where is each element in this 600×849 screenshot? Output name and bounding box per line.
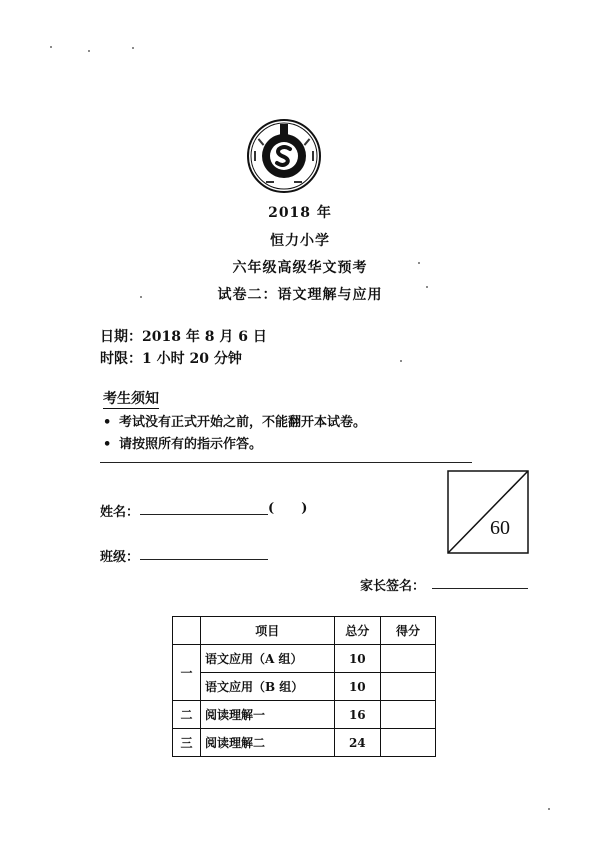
table-header-cell: 得分	[381, 617, 436, 645]
table-header-cell: 总分	[334, 617, 381, 645]
score-cell[interactable]	[381, 645, 436, 673]
score-cell[interactable]	[381, 729, 436, 757]
exam-duration: 时限：1 小时 20 分钟	[100, 351, 242, 367]
parent-signature-field[interactable]	[432, 576, 528, 589]
class-label: 班级：	[100, 550, 140, 565]
table-row	[173, 729, 436, 757]
exam-year: 2018 年	[268, 205, 332, 221]
paper-title: 试卷二：语文理解与应用	[217, 287, 383, 303]
notice-section	[103, 388, 159, 408]
notice-item	[103, 433, 262, 452]
name-label: 姓名：	[100, 505, 140, 520]
score-table	[172, 616, 436, 757]
scan-speck	[548, 808, 550, 810]
table-header-row	[173, 617, 436, 645]
item-name: 阅读理解一	[200, 701, 334, 729]
class-field[interactable]	[140, 547, 268, 560]
scan-speck	[88, 50, 90, 52]
bullet-icon: •	[103, 415, 112, 430]
exam-date: 日期：2018 年 8 月 6 日	[100, 329, 267, 345]
bullet-icon: •	[103, 437, 112, 452]
table-row	[173, 645, 436, 673]
item-name: 语文应用（A 组）	[200, 645, 334, 673]
item-name: 阅读理解二	[200, 729, 334, 757]
notice-item-text: 考试没有正式开始之前，不能翻开本试卷。	[119, 415, 367, 430]
notice-item	[103, 411, 366, 430]
notice-item-text: 请按照所有的指示作答。	[119, 437, 263, 452]
total-cell: 10	[334, 645, 381, 673]
parent-signature-label: 家长签名：	[360, 579, 426, 594]
score-cell[interactable]	[381, 701, 436, 729]
scan-speck	[132, 47, 134, 49]
name-field[interactable]	[140, 502, 268, 515]
section-divider	[100, 462, 472, 463]
section-number: 一	[173, 645, 201, 701]
total-cell: 16	[334, 701, 381, 729]
table-row	[173, 673, 436, 701]
notice-heading: 考生须知	[103, 391, 159, 407]
scan-speck	[418, 262, 420, 264]
section-number: 二	[173, 701, 201, 729]
school-name: 恒力小学	[270, 233, 330, 249]
exam-title: 六年级高级华文预考	[232, 260, 368, 276]
total-cell: 10	[334, 673, 381, 701]
scan-speck	[426, 286, 428, 288]
score-box	[447, 470, 529, 554]
table-header-cell: 项目	[200, 617, 334, 645]
school-logo	[246, 118, 322, 194]
scan-speck	[140, 296, 142, 298]
table-row	[173, 701, 436, 729]
table-header-cell	[173, 617, 201, 645]
score-cell[interactable]	[381, 673, 436, 701]
scan-speck	[400, 360, 402, 362]
item-name: 语文应用（B 组）	[200, 673, 334, 701]
class-number-field[interactable]: ( )	[268, 501, 308, 516]
scan-speck	[50, 46, 52, 48]
total-score: 60	[490, 517, 510, 539]
section-number: 三	[173, 729, 201, 757]
total-cell: 24	[334, 729, 381, 757]
